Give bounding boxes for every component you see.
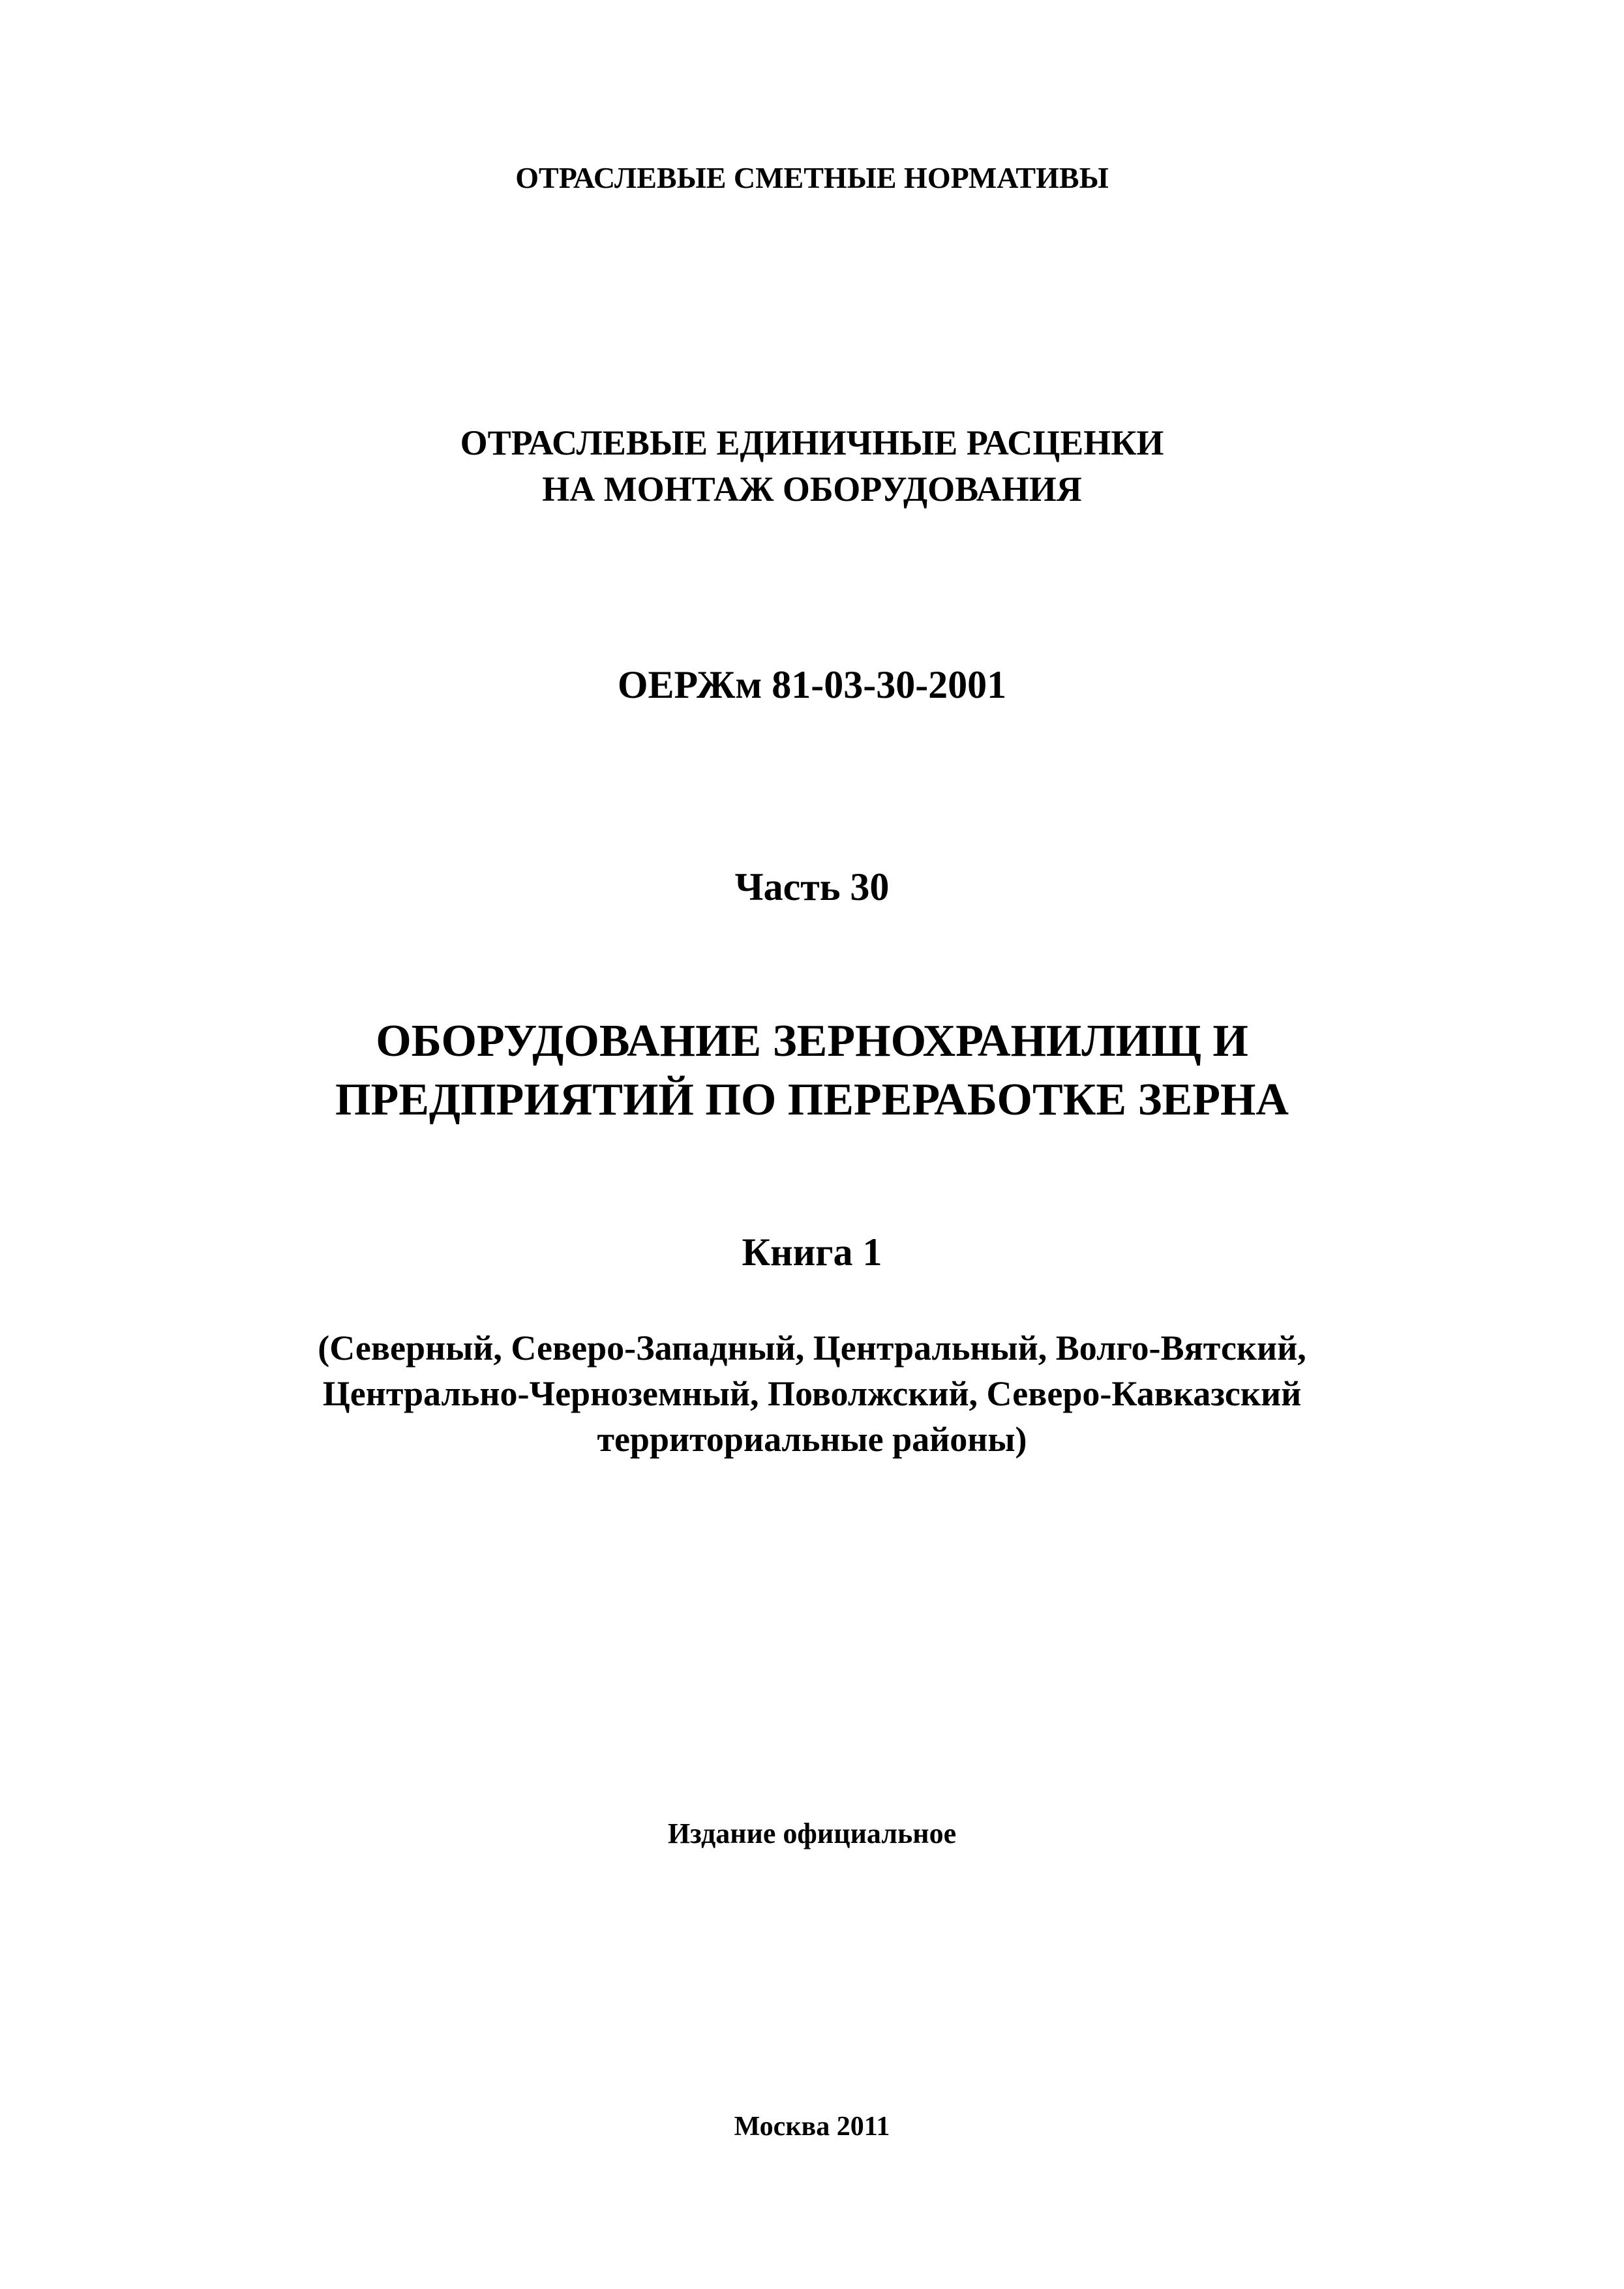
regions-line-3: территориальные районы) [597, 1420, 1027, 1459]
edition-note: Издание официальное [667, 1818, 957, 1849]
main-title-line-2: ПРЕДПРИЯТИЙ ПО ПЕРЕРАБОТКЕ ЗЕРНА [335, 1075, 1289, 1125]
place-and-year: Москва 2011 [734, 2112, 890, 2142]
main-title-line-1: ОБОРУДОВАНИЕ ЗЕРНОХРАНИЛИЩ И [376, 1016, 1248, 1066]
regions-line-2: Центрально-Черноземный, Поволжский, Северо-Кавказский [322, 1374, 1302, 1413]
part-number: Часть 30 [734, 865, 890, 908]
subtitle-line-2: НА МОНТАЖ ОБОРУДОВАНИЯ [542, 470, 1082, 509]
document-code: ОЕРЖм 81-03-30-2001 [617, 663, 1007, 706]
subtitle-line-1: ОТРАСЛЕВЫЕ ЕДИНИЧНЫЕ РАСЦЕНКИ [460, 423, 1164, 462]
book-number: Книга 1 [742, 1231, 882, 1274]
regions-line-1: (Северный, Северо-Западный, Центральный, Волго-Вятский, [318, 1328, 1306, 1368]
series-heading: ОТРАСЛЕВЫЕ СМЕТНЫЕ НОРМАТИВЫ [515, 161, 1109, 194]
